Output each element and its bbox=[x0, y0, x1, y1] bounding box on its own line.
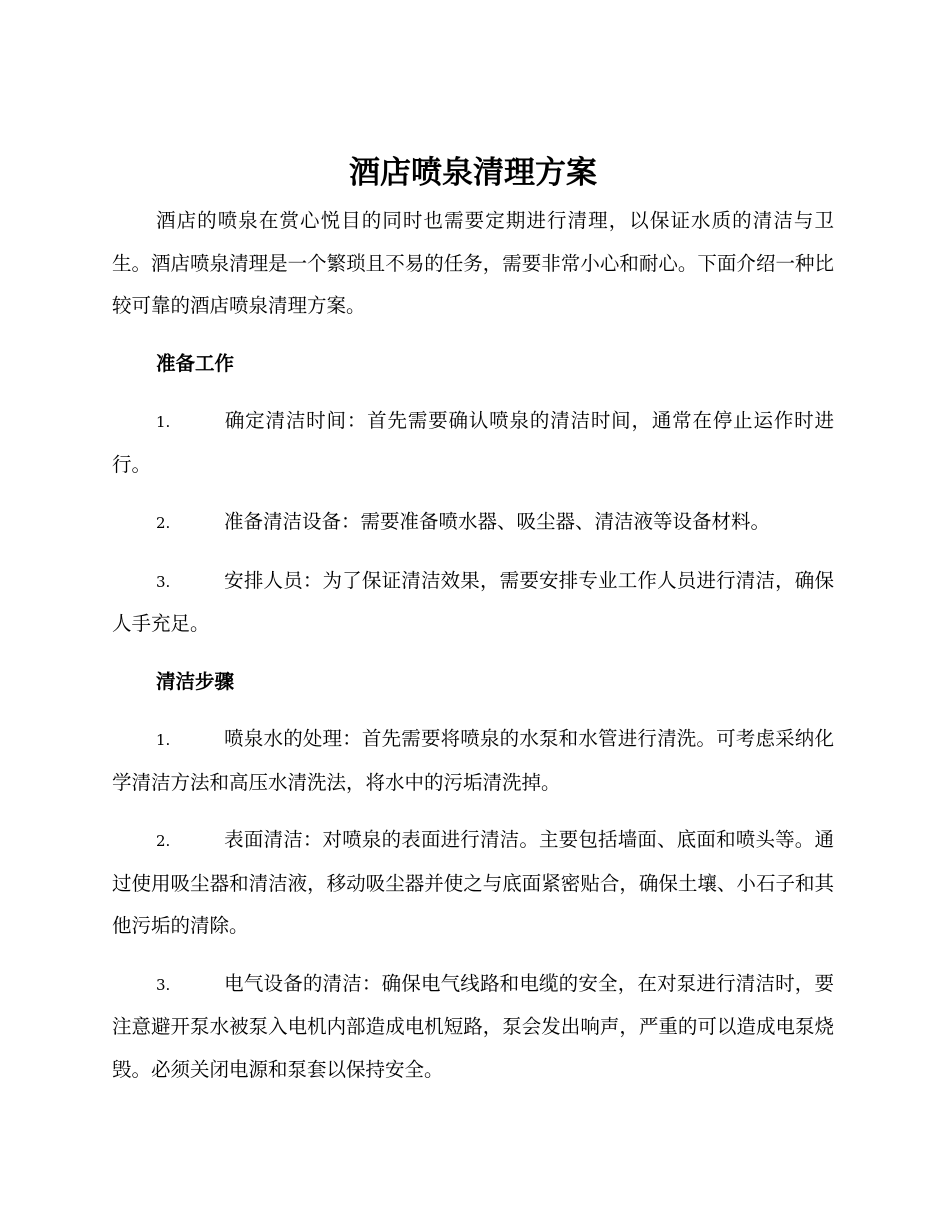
list-item-number: 1. bbox=[156, 731, 171, 749]
document-page bbox=[112, 150, 834, 1091]
list-item bbox=[112, 819, 834, 948]
list-item-text: 喷泉水的处理：首先需要将喷泉的水泵和水管进行清洗。可考虑采纳化学清洁方法和高压水清洗法，将水中的污垢清洗掉。 bbox=[112, 727, 834, 794]
list-item-number: 3. bbox=[156, 572, 171, 591]
list-item-text: 确定清洁时间：首先需要确认喷泉的清洁时间，通常在停止运作时进行。 bbox=[112, 409, 834, 476]
list-item-text: 安排人员：为了保证清洁效果，需要安排专业工作人员进行清洁，确保人手充足。 bbox=[112, 568, 834, 635]
list-item-text: 电气设备的清洁：确保电气线路和电缆的安全，在对泵进行清洁时，要注意避开泵水被泵入电机内部造成电机短路，泵会发出响声，严重的可以造成电泵烧毁。必须关闭电源和泵套以保持安全。 bbox=[112, 971, 834, 1081]
spacer bbox=[112, 385, 834, 400]
list-item-text: 准备清洁设备：需要准备喷水器、吸尘器、清洁液等设备材料。 bbox=[224, 510, 771, 533]
list-item bbox=[112, 963, 834, 1092]
document-title: 酒店喷泉清理方案 bbox=[349, 155, 597, 191]
list-item-number: 2. bbox=[156, 832, 171, 850]
list-item-text: 表面清洁：对喷泉的表面进行清洁。主要包括墙面、底面和喷头等。通过使用吸尘器和清洁液，移动吸尘器并使之与底面紧密贴合，确保土壤、小石子和其他污垢的清除。 bbox=[112, 828, 834, 937]
list-item-number: 1. bbox=[156, 413, 171, 431]
list-item-number: 3. bbox=[156, 975, 171, 994]
spacer bbox=[112, 948, 834, 963]
list-item bbox=[112, 501, 834, 545]
list-item bbox=[112, 560, 834, 646]
section-heading-preparation: 准备工作 bbox=[156, 351, 235, 375]
spacer bbox=[112, 486, 834, 501]
list-item-number: 2. bbox=[156, 514, 171, 532]
spacer bbox=[112, 804, 834, 819]
section-heading-cleaning-steps: 清洁步骤 bbox=[156, 669, 235, 693]
list-item bbox=[112, 718, 834, 804]
list-item bbox=[112, 400, 834, 486]
spacer bbox=[112, 545, 834, 560]
spacer bbox=[112, 646, 834, 661]
spacer bbox=[112, 703, 834, 718]
intro-paragraph: 酒店的喷泉在赏心悦目的同时也需要定期进行清理，以保证水质的清洁与卫生。酒店喷泉清理是一个繁琐且不易的任务，需要非常小心和耐心。下面介绍一种比较可靠的酒店喷泉清理方案。 bbox=[112, 209, 834, 317]
spacer bbox=[112, 328, 834, 343]
